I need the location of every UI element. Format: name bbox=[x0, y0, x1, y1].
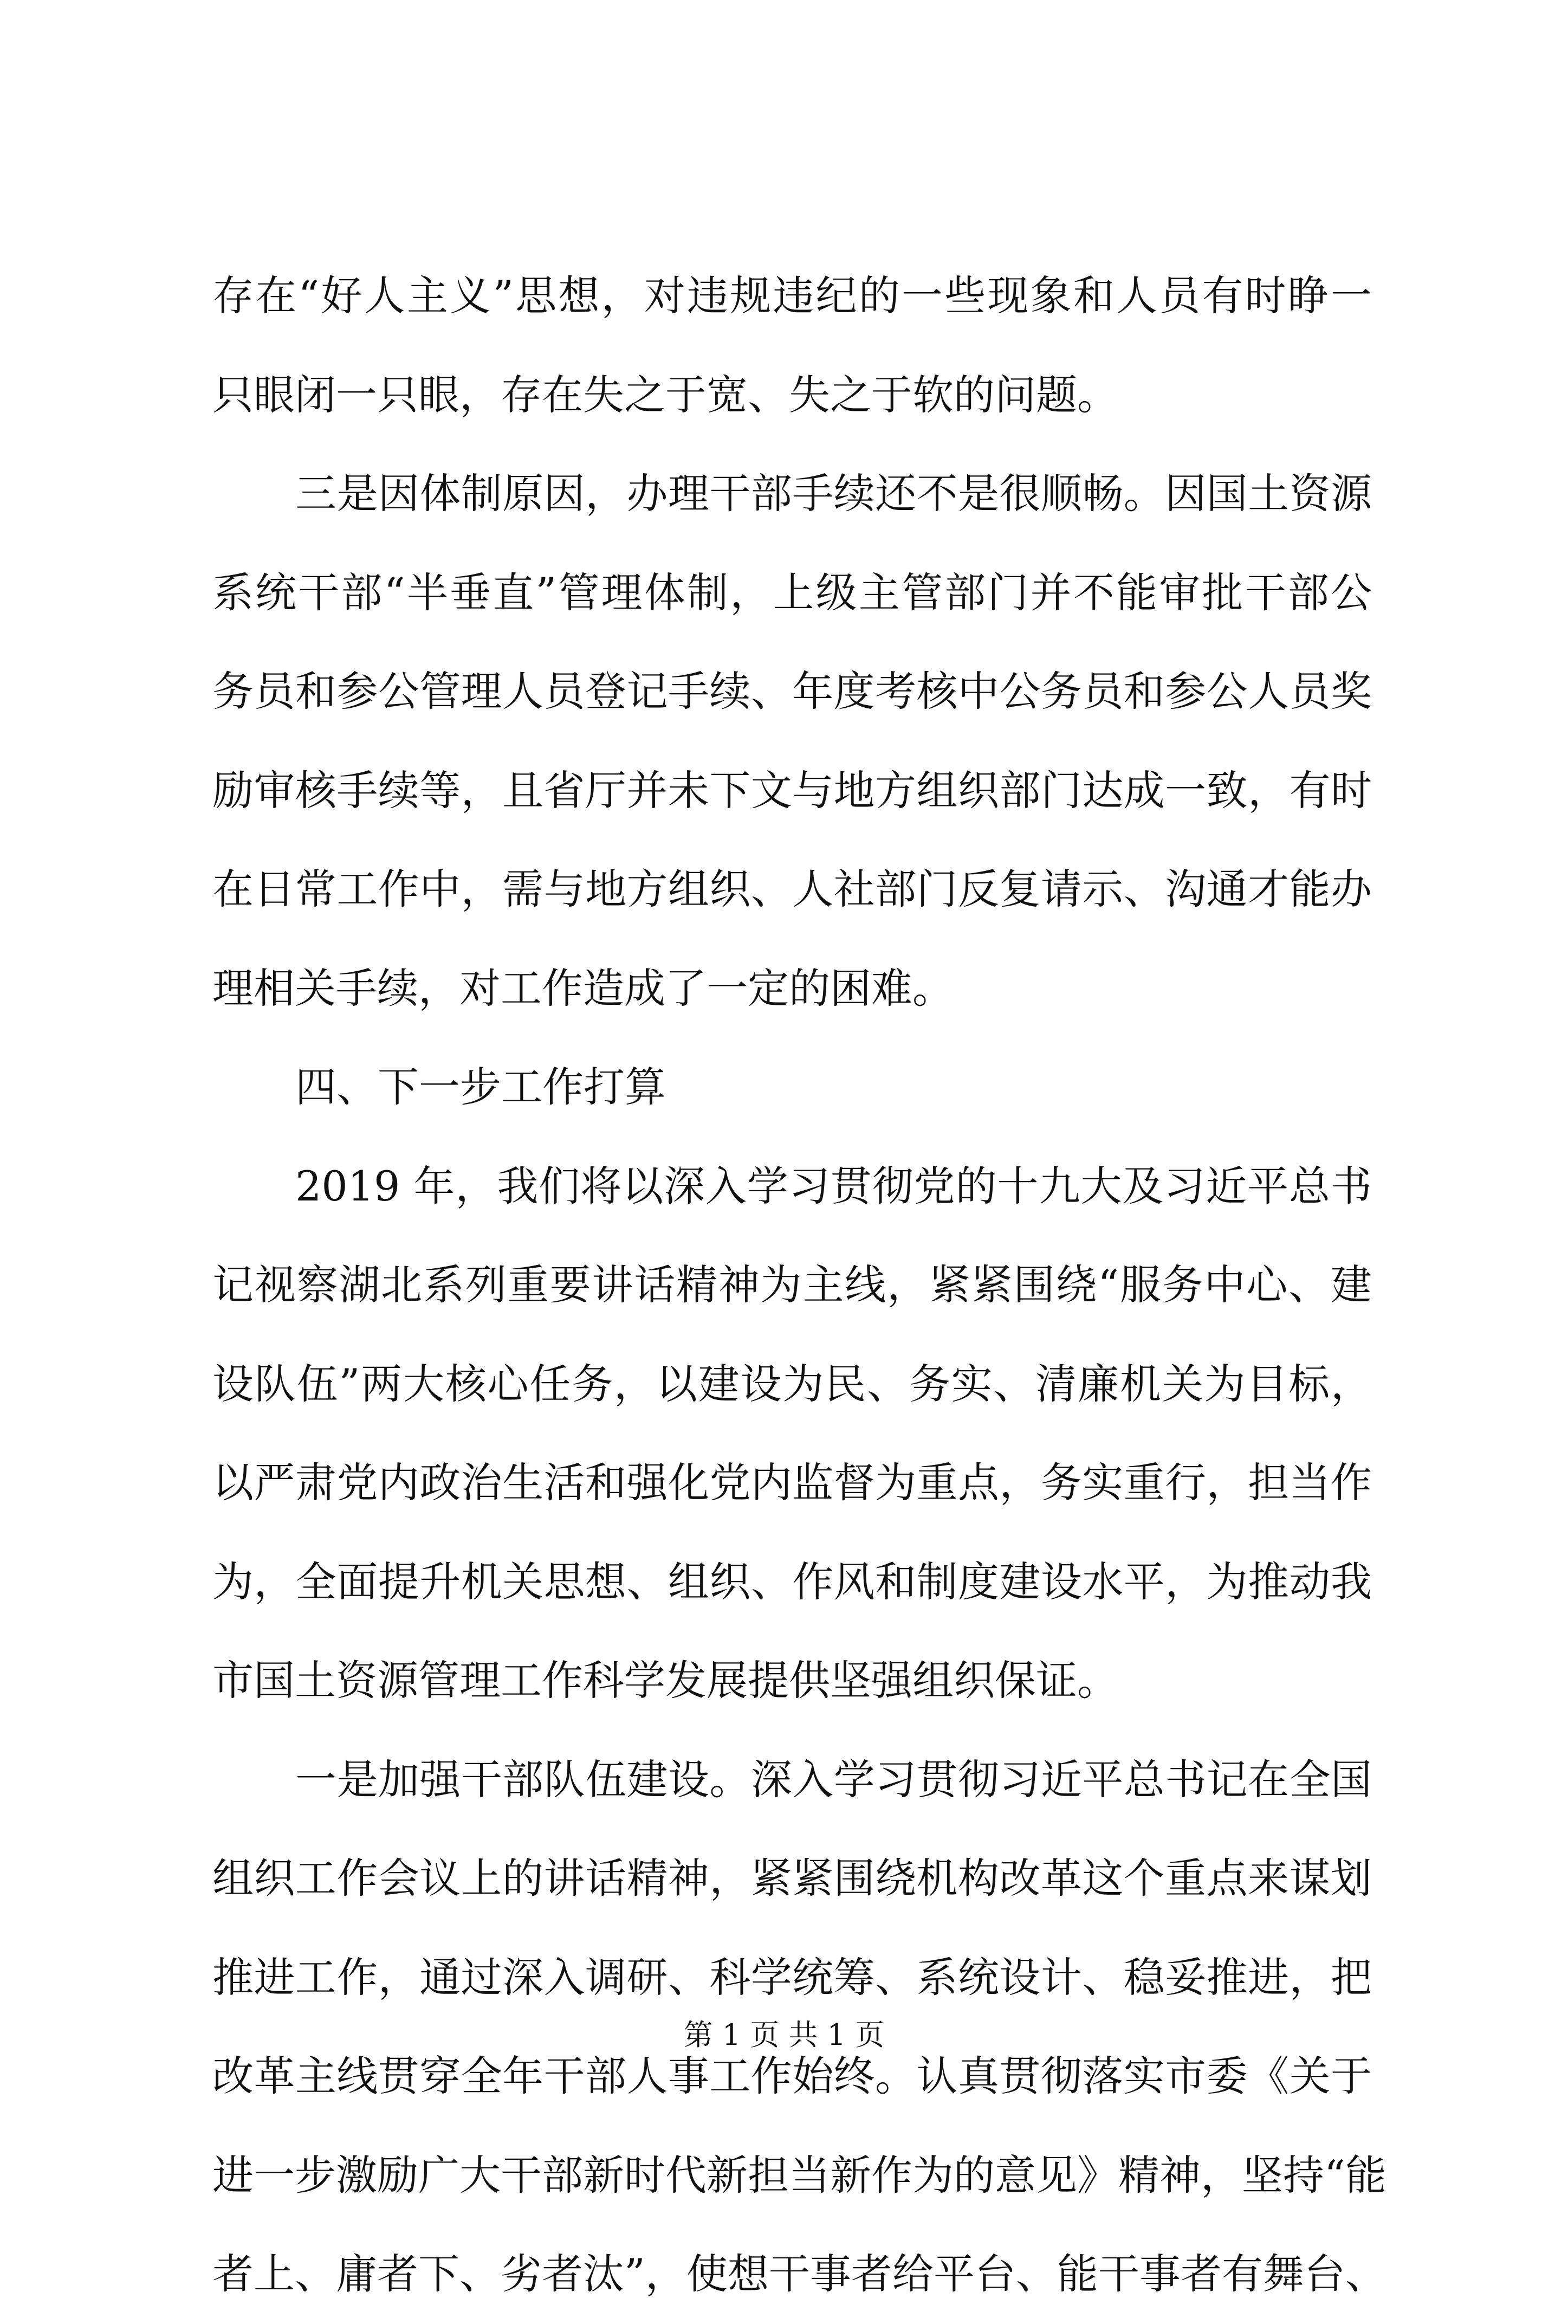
text-line: 务员和参公管理人员登记手续、年度考核中公务员和参公人员奖 bbox=[212, 667, 1372, 715]
text-line: 改革主线贯穿全年干部人事工作始终。认真贯彻落实市委《关于 bbox=[212, 2052, 1372, 2100]
text-line: 设队伍”两大核心任务，以建设为民、务实、清廉机关为目标， bbox=[212, 1359, 1372, 1408]
text-line: 组织工作会议上的讲话精神，紧紧围绕机构改革这个重点来谋划 bbox=[212, 1854, 1372, 1902]
text-line: 在日常工作中，需与地方组织、人社部门反复请示、沟通才能办 bbox=[212, 865, 1372, 913]
paragraph-start-line: 2019 年，我们将以深入学习贯彻党的十九大及习近平总书 bbox=[295, 1161, 1372, 1210]
document-body bbox=[212, 247, 1386, 2324]
text-line: 系统干部“半垂直”管理体制，上级主管部门并不能审批干部公 bbox=[212, 568, 1372, 617]
text-line: 理相关手续，对工作造成了一定的困难。 bbox=[212, 964, 954, 1012]
page-number-footer: 第 1 页 共 1 页 bbox=[683, 2018, 885, 2052]
text-line: 以严肃党内政治生活和强化党内监督为重点，务实重行，担当作 bbox=[212, 1458, 1372, 1507]
text-line: 市国土资源管理工作科学发展提供坚强组织保证。 bbox=[212, 1656, 1118, 1705]
text-line: 只眼闭一只眼，存在失之于宽、失之于软的问题。 bbox=[212, 370, 1118, 419]
section-heading: 四、下一步工作打算 bbox=[295, 1063, 666, 1111]
paragraph-start-line: 三是因体制原因，办理干部手续还不是很顺畅。因国土资源 bbox=[295, 469, 1372, 518]
text-line: 励审核手续等，且省厅并未下文与地方组织部门达成一致，有时 bbox=[212, 766, 1372, 815]
text-line: 推进工作，通过深入调研、科学统筹、系统设计、稳妥推进，把 bbox=[212, 1953, 1372, 2002]
paragraph-start-line: 一是加强干部队伍建设。深入学习贯彻习近平总书记在全国 bbox=[295, 1755, 1372, 1804]
text-line: 为，全面提升机关思想、组织、作风和制度建设水平，为推动我 bbox=[212, 1557, 1372, 1606]
text-line: 存在“好人主义”思想，对违规违纪的一些现象和人员有时睁一 bbox=[212, 272, 1372, 320]
text-line: 者上、庸者下、劣者汰”，使想干事者给平台、能干事者有舞台、 bbox=[212, 2250, 1386, 2298]
text-line: 记视察湖北系列重要讲话精神为主线，紧紧围绕“服务中心、建 bbox=[212, 1261, 1372, 1309]
text-line: 进一步激励广大干部新时代新担当新作为的意见》精神，坚持“能 bbox=[212, 2151, 1386, 2199]
